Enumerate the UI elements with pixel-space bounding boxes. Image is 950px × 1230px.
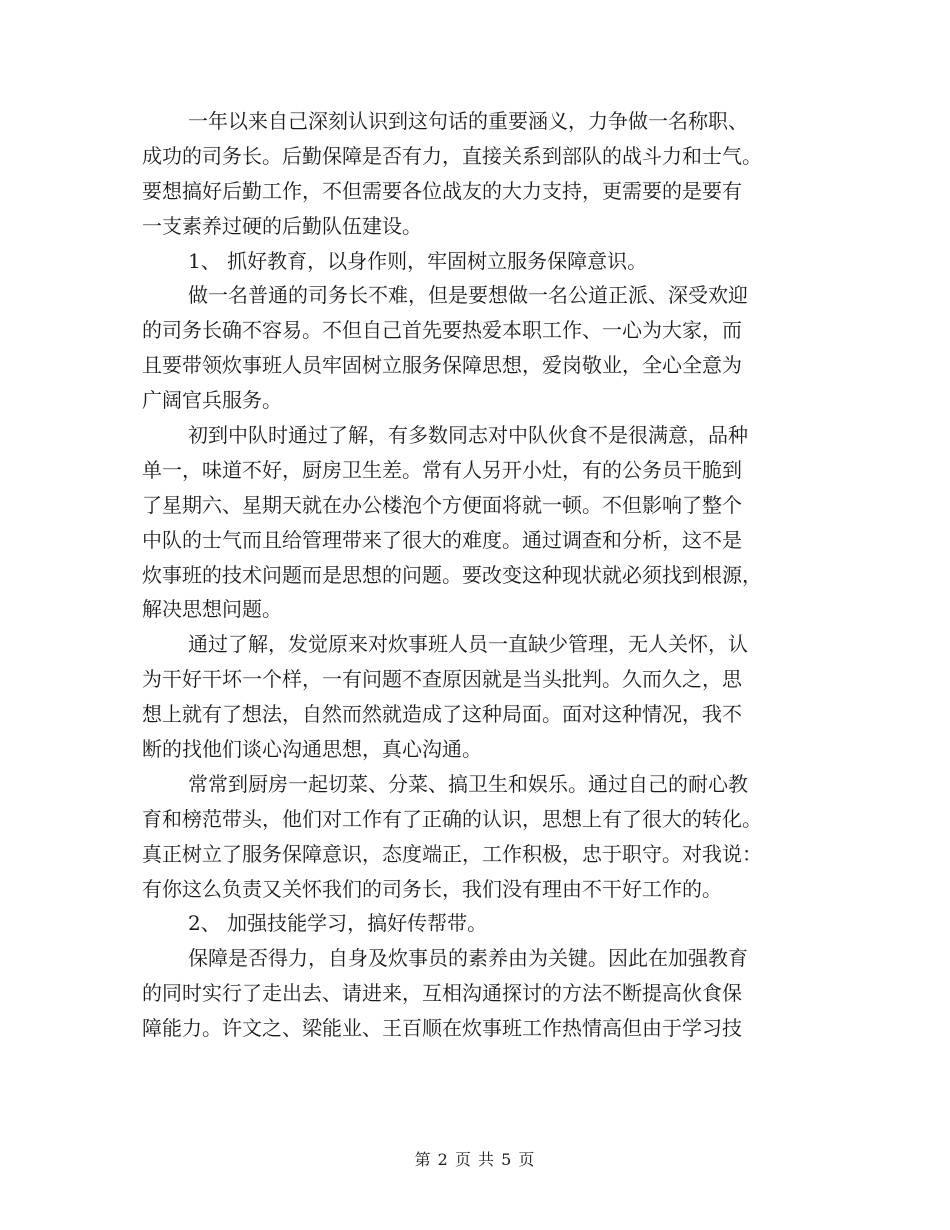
text-line: 真正树立了服务保障意识，态度端正，工作积极，忠于职守。对我说： xyxy=(142,841,762,866)
text-line: 广阔官兵服务。 xyxy=(142,388,282,413)
document-body xyxy=(142,104,808,1046)
text-line: 单一，味道不好，厨房卫生差。常有人另开小灶，有的公务员干脆到 xyxy=(142,457,742,482)
text-line: 断的找他们谈心沟通思想，真心沟通。 xyxy=(142,737,482,762)
text-line: 初到中队时通过了解，有多数同志对中队伙食不是很满意，品种 xyxy=(188,423,748,448)
text-line: 一年以来自己深刻认识到这句话的重要涵义，力争做一名称职、 xyxy=(188,109,748,133)
text-line: 中队的士气而且给管理带来了很大的难度。通过调查和分析，这不是 xyxy=(142,527,742,552)
text-line: 障能力。许文之、梁能业、王百顺在炊事班工作热情高但由于学习技 xyxy=(142,1016,742,1041)
text-line: 有你这么负责又关怀我们的司务长，我们没有理由不干好工作的。 xyxy=(142,876,722,901)
text-line: 炊事班的技术问题而是思想的问题。要改变这种现状就必须找到根源， xyxy=(142,562,762,587)
page-number-footer: 第 2 页 共 5 页 xyxy=(414,1150,536,1169)
text-line: 了星期六、星期天就在办公楼泡个方便面将就一顿。不但影响了整个 xyxy=(142,492,742,517)
text-line: 想上就有了想法，自然而然就造成了这种局面。面对这种情况，我不 xyxy=(142,702,742,727)
text-line: 要想搞好后勤工作，不但需要各位战友的大力支持，更需要的是要有 xyxy=(142,178,742,203)
text-line: 的同时实行了走出去、请进来，互相沟通探讨的方法不断提高伙食保 xyxy=(142,981,742,1006)
text-line: 一支素养过硬的后勤队伍建设。 xyxy=(142,213,422,238)
text-line: 的司务长确不容易。不但自己首先要热爱本职工作、一心为大家，而 xyxy=(142,318,742,343)
text-line: 做一名普通的司务长不难，但是要想做一名公道正派、深受欢迎 xyxy=(188,283,748,308)
text-line: 育和榜范带头，他们对工作有了正确的认识，思想上有了很大的转化。 xyxy=(142,806,762,831)
text-line: 通过了解，发觉原来对炊事班人员一直缺少管理，无人关怀，认 xyxy=(188,632,748,657)
text-line: 为干好干坏一个样，一有问题不查原因就是当头批判。久而久之，思 xyxy=(142,667,742,692)
text-line: 2、 加强技能学习，搞好传帮带。 xyxy=(188,911,488,936)
text-line: 常常到厨房一起切菜、分菜、搞卫生和娱乐。通过自己的耐心教 xyxy=(188,771,748,796)
text-line: 1、 抓好教育，以身作则，牢固树立服务保障意识。 xyxy=(188,248,648,273)
text-line: 成功的司务长。后勤保障是否有力，直接关系到部队的战斗力和士气。 xyxy=(142,143,762,168)
text-line: 解决思想问题。 xyxy=(142,597,282,622)
text-line: 保障是否得力，自身及炊事员的素养由为关键。因此在加强教育 xyxy=(188,946,748,971)
text-line: 且要带领炊事班人员牢固树立服务保障思想，爱岗敬业，全心全意为 xyxy=(142,353,742,378)
